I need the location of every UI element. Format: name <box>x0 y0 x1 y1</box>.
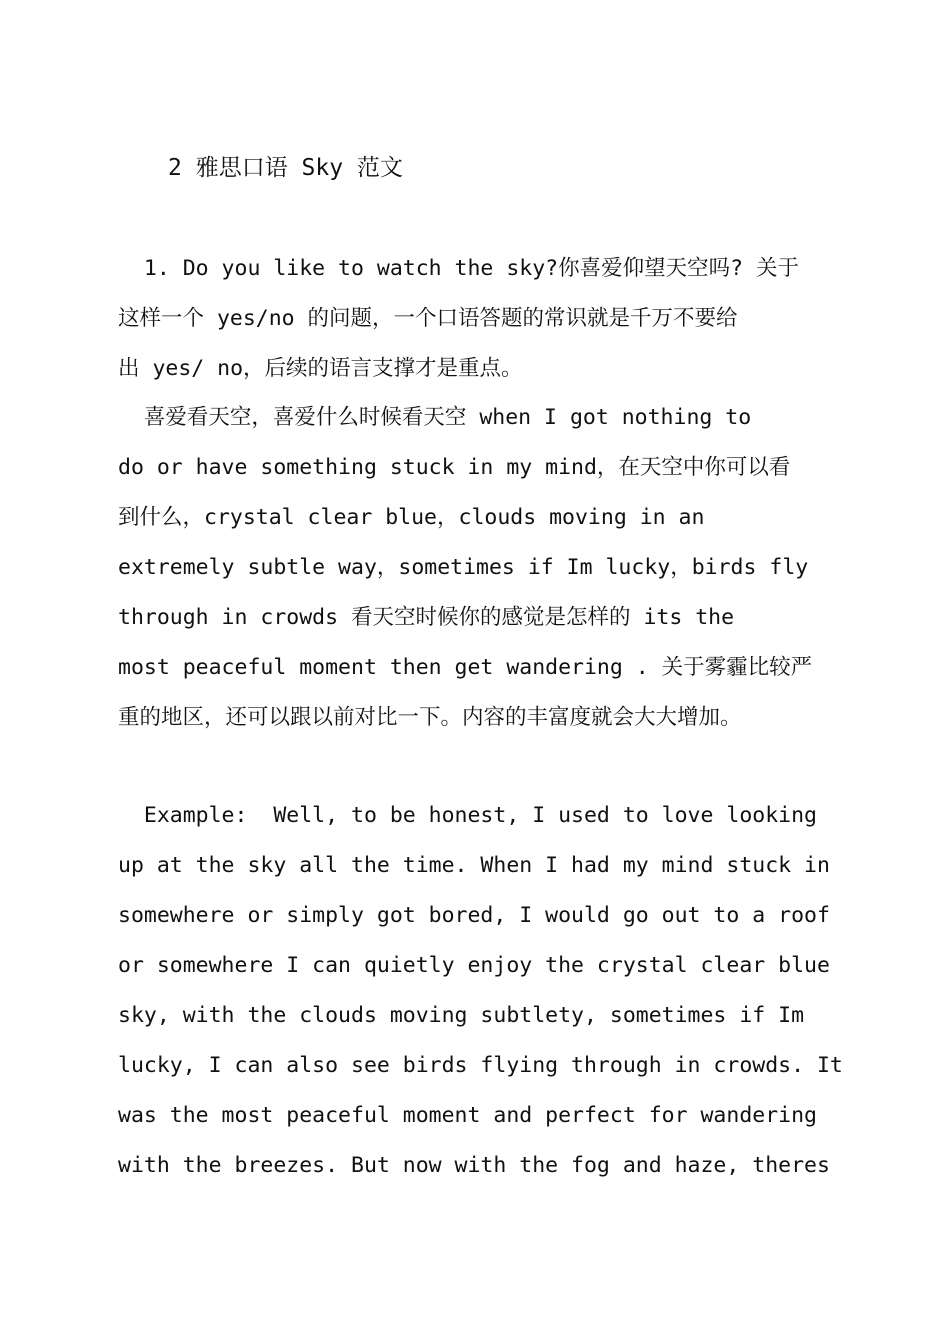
text-line: most peaceful moment then get wandering . 关于雾霾比较严 <box>118 655 813 680</box>
text-line: 这样一个 yes/no 的问题，一个口语答题的常识就是千万不要给 <box>118 306 738 331</box>
text-line: or somewhere I can quietly enjoy the crystal clear blue <box>118 953 830 978</box>
text-line: 喜爱看天空，喜爱什么时候看天空 when I got nothing to <box>118 405 752 430</box>
paragraph-example <box>118 798 858 1198</box>
document-title: 2 雅思口语 Sky 范文 <box>168 155 403 181</box>
text-line: extremely subtle way，sometimes if Im lucky，birds fly <box>118 555 809 580</box>
text-line: was the most peaceful moment and perfect for wandering <box>118 1103 817 1128</box>
text-line: Example: Well, to be honest, I used to love looking <box>118 803 817 828</box>
text-line: somewhere or simply got bored, I would go out to a roof <box>118 903 830 928</box>
paragraph-answer-tips <box>118 400 858 750</box>
text-line: 出 yes/ no，后续的语言支撑才是重点。 <box>118 356 523 381</box>
text-line: sky, with the clouds moving subtlety, sometimes if Im <box>118 1003 805 1028</box>
paragraph-question-1 <box>118 251 858 401</box>
text-line: lucky, I can also see birds flying through in crowds. It <box>118 1053 843 1078</box>
text-line: 到什么，crystal clear blue，clouds moving in an <box>118 505 705 530</box>
text-line: up at the sky all the time. When I had my mind stuck in <box>118 853 830 878</box>
text-line: do or have something stuck in my mind，在天空中你可以看 <box>118 455 791 480</box>
text-line: through in crowds 看天空时候你的感觉是怎样的 its the <box>118 605 735 630</box>
text-line: with the breezes. But now with the fog and haze, theres <box>118 1153 830 1178</box>
text-line: 1. Do you like to watch the sky?你喜爱仰望天空吗? 关于 <box>118 256 799 281</box>
text-line: 重的地区，还可以跟以前对比一下。内容的丰富度就会大大增加。 <box>118 705 742 730</box>
